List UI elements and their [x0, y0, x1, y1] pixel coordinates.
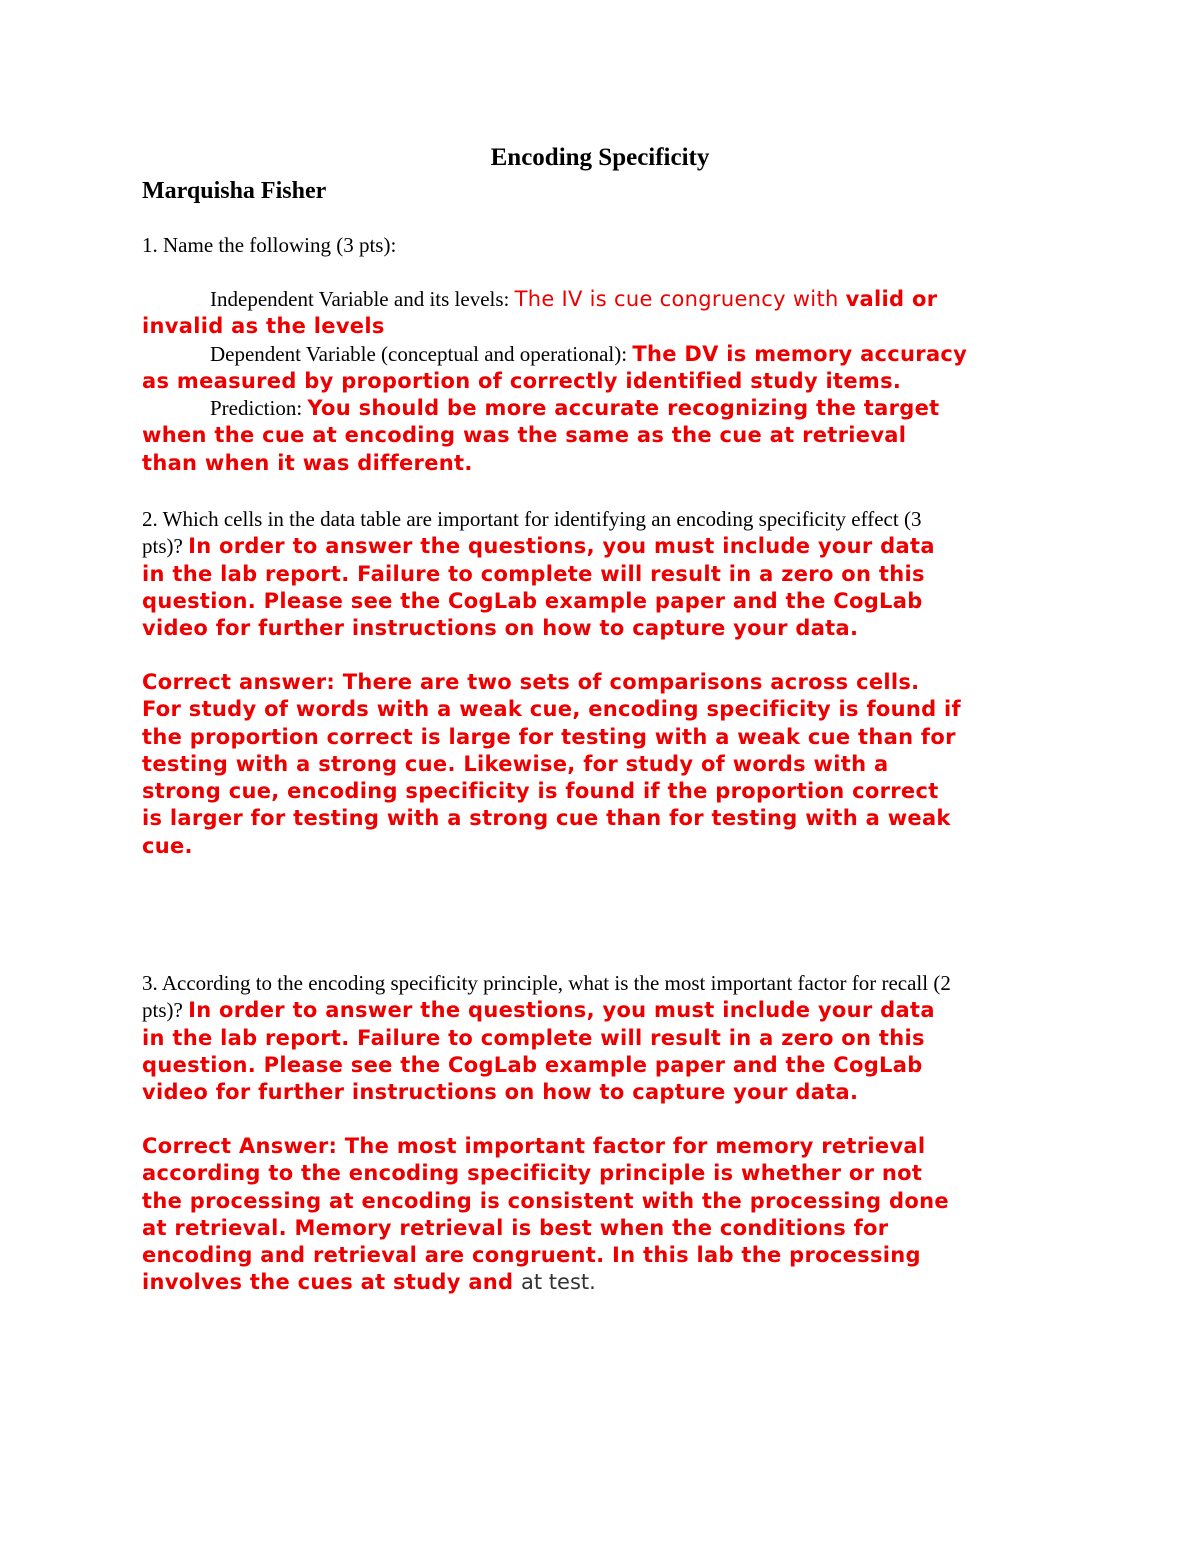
- question-3: [142, 970, 1072, 1106]
- q3-answer-line: according to the encoding specificity principle is whether or not: [142, 1161, 923, 1186]
- question-2-text: 2. Which cells in the data table are important for identifying an encoding specificity effect (3: [142, 507, 922, 531]
- q2-answer-line: is larger for testing with a strong cue than for testing with a weak: [142, 806, 951, 831]
- q2-answer-line: strong cue, encoding specificity is found if the proportion correct: [142, 779, 939, 804]
- question-1-answers: [142, 286, 1072, 477]
- question-2: [142, 506, 1072, 642]
- q3-instruction: In order to answer the questions, you must include your data: [188, 998, 935, 1023]
- q3-answer-line: the processing at encoding is consistent with the processing done: [142, 1188, 949, 1213]
- question-3-line-2: [142, 997, 1072, 1024]
- dv-line: [142, 341, 1072, 368]
- iv-answer-bold: valid or: [845, 287, 938, 311]
- q2-answer-line: Correct answer: There are two sets of comparisons across cells.: [142, 670, 920, 694]
- q2-answer-line: cue.: [142, 833, 193, 858]
- q3-answer-line: Correct Answer: The most important factor for memory retrieval: [142, 1134, 926, 1158]
- q3-answer-last-bold: involves the cues at study and: [142, 1270, 522, 1295]
- question-2-text-cont: pts)?: [142, 534, 189, 559]
- iv-label: Independent Variable and its levels:: [210, 287, 515, 311]
- q3-answer-line: encoding and retrieval are congruent. In this lab the processing: [142, 1243, 921, 1268]
- q2-instruction-cont-2: question. Please see the CogLab example paper and the CogLab: [142, 588, 923, 613]
- prediction-answer-cont-1: when the cue at encoding was the same as the cue at retrieval: [142, 423, 907, 448]
- prediction-line: [142, 395, 1072, 422]
- iv-answer: The IV is cue congruency with: [514, 287, 846, 311]
- question-1-prompt: [142, 232, 1072, 259]
- q2-instruction: In order to answer the questions, you must include your data: [188, 534, 935, 559]
- q3-instruction-cont-3: video for further instructions on how to capture your data.: [142, 1080, 859, 1105]
- q2-instruction-cont-3: video for further instructions on how to capture your data.: [142, 616, 859, 641]
- dv-answer: The DV is memory accuracy: [632, 341, 968, 366]
- dv-answer-cont: as measured by proportion of correctly identified study items.: [142, 368, 902, 393]
- q2-instruction-cont-1: in the lab report. Failure to complete will result in a zero on this: [142, 561, 925, 586]
- prediction-answer-cont-2: than when it was different.: [142, 450, 473, 475]
- question-2-line-2: [142, 533, 1072, 560]
- q3-answer-last-line: [142, 1269, 1072, 1296]
- question-3-answer: [142, 1133, 1072, 1297]
- question-1-text: 1. Name the following (3 pts):: [142, 233, 397, 257]
- q2-answer-line: the proportion correct is large for testing with a weak cue than for: [142, 724, 956, 749]
- dv-label: Dependent Variable (conceptual and operational):: [210, 341, 633, 366]
- prediction-answer: You should be more accurate recognizing the target: [307, 396, 940, 421]
- q3-answer-last-regular: at test.: [521, 1270, 596, 1295]
- q3-instruction-cont-1: in the lab report. Failure to complete will result in a zero on this: [142, 1025, 925, 1050]
- q2-answer-line: testing with a strong cue. Likewise, for study of words with a: [142, 751, 889, 776]
- q3-instruction-cont-2: question. Please see the CogLab example paper and the CogLab: [142, 1052, 923, 1077]
- document-title: Encoding Specificity: [490, 144, 710, 171]
- iv-answer-cont: invalid as the levels: [142, 314, 385, 339]
- author-name: Marquisha Fisher: [142, 178, 327, 204]
- question-3-text: 3. According to the encoding specificity principle, what is the most important factor for recall (2: [142, 971, 951, 995]
- question-3-text-cont: pts)?: [142, 998, 189, 1023]
- q3-answer-line: at retrieval. Memory retrieval is best when the conditions for: [142, 1215, 889, 1240]
- q2-answer-line: For study of words with a weak cue, encoding specificity is found if: [142, 697, 961, 722]
- iv-line: [142, 286, 1072, 313]
- question-2-answer: [142, 669, 1072, 860]
- prediction-label: Prediction:: [210, 396, 308, 421]
